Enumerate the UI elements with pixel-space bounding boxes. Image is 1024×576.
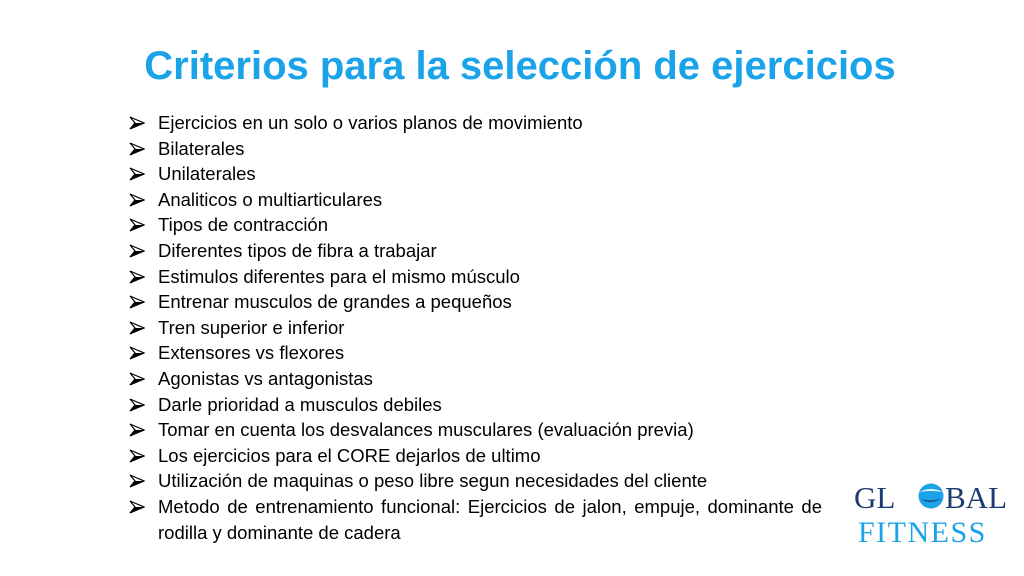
bullet-item	[126, 443, 822, 469]
arrowhead-bullet-icon	[129, 449, 145, 463]
arrowhead-bullet-icon	[129, 167, 145, 181]
arrowhead-bullet-icon	[129, 372, 145, 386]
bullet-text: Utilización de maquinas o peso libre segun necesidades del cliente	[158, 470, 708, 492]
bullet-item	[126, 289, 822, 315]
bullet-text: Bilaterales	[158, 137, 245, 159]
globe-icon	[919, 484, 944, 509]
arrowhead-bullet-icon	[129, 193, 145, 207]
bullet-item	[126, 238, 822, 264]
logo-text-bal: BAL	[945, 480, 1007, 515]
bullet-item	[126, 161, 822, 187]
bullet-item	[126, 212, 822, 238]
arrowhead-bullet-icon	[129, 321, 145, 335]
arrowhead-bullet-icon	[129, 116, 145, 130]
bullet-text: Tren superior e inferior	[158, 316, 345, 338]
logo-text-gl: GL	[854, 480, 896, 515]
bullet-text: Extensores vs flexores	[158, 342, 345, 364]
arrowhead-bullet-icon	[129, 244, 145, 258]
bullet-item	[126, 136, 822, 162]
global-fitness-logo	[852, 478, 1012, 548]
bullet-text: Tomar en cuenta los desvalances musculares (evaluación previa)	[158, 419, 694, 441]
bullet-text: Estimulos diferentes para el mismo músculo	[158, 265, 520, 287]
bullet-item	[126, 340, 822, 366]
bullet-item	[126, 264, 822, 290]
bullet-text: Ejercicios en un solo o varios planos de movimiento	[158, 112, 583, 133]
arrowhead-bullet-icon	[129, 270, 145, 284]
arrowhead-bullet-icon	[129, 398, 145, 412]
bullet-list	[126, 110, 822, 545]
bullet-text: Darle prioridad a musculos debiles	[158, 393, 442, 415]
bullet-text: Unilaterales	[158, 163, 256, 185]
slide-title: Criterios para la selección de ejercicios	[144, 44, 896, 88]
arrowhead-bullet-icon	[129, 346, 145, 360]
bullet-text: Entrenar musculos de grandes a pequeños	[158, 291, 512, 313]
bullet-item	[126, 315, 822, 341]
bullet-item	[126, 187, 822, 213]
logo-text-fitness: FITNESS	[858, 516, 987, 548]
bullet-text: Analiticos o multiarticulares	[158, 188, 383, 210]
arrowhead-bullet-icon	[129, 218, 145, 232]
arrowhead-bullet-icon	[129, 423, 145, 437]
bullet-text: Agonistas vs antagonistas	[158, 367, 373, 389]
bullet-text: Los ejercicios para el CORE dejarlos de ultimo	[158, 444, 541, 466]
bullet-text: Diferentes tipos de fibra a trabajar	[158, 239, 437, 261]
arrowhead-bullet-icon	[129, 500, 145, 514]
arrowhead-bullet-icon	[129, 295, 145, 309]
bullet-item	[126, 110, 822, 136]
bullet-item	[126, 392, 822, 418]
bullet-text: Metodo de entrenamiento funcional: Ejercicios de jalon, empuje, dominante de rodilla y dominante de cadera	[158, 495, 822, 543]
arrowhead-bullet-icon	[129, 142, 145, 156]
bullet-item	[126, 494, 822, 545]
bullet-item	[126, 366, 822, 392]
bullet-item	[126, 468, 822, 494]
arrowhead-bullet-icon	[129, 474, 145, 488]
bullet-item	[126, 417, 822, 443]
bullet-text: Tipos de contracción	[158, 214, 329, 236]
